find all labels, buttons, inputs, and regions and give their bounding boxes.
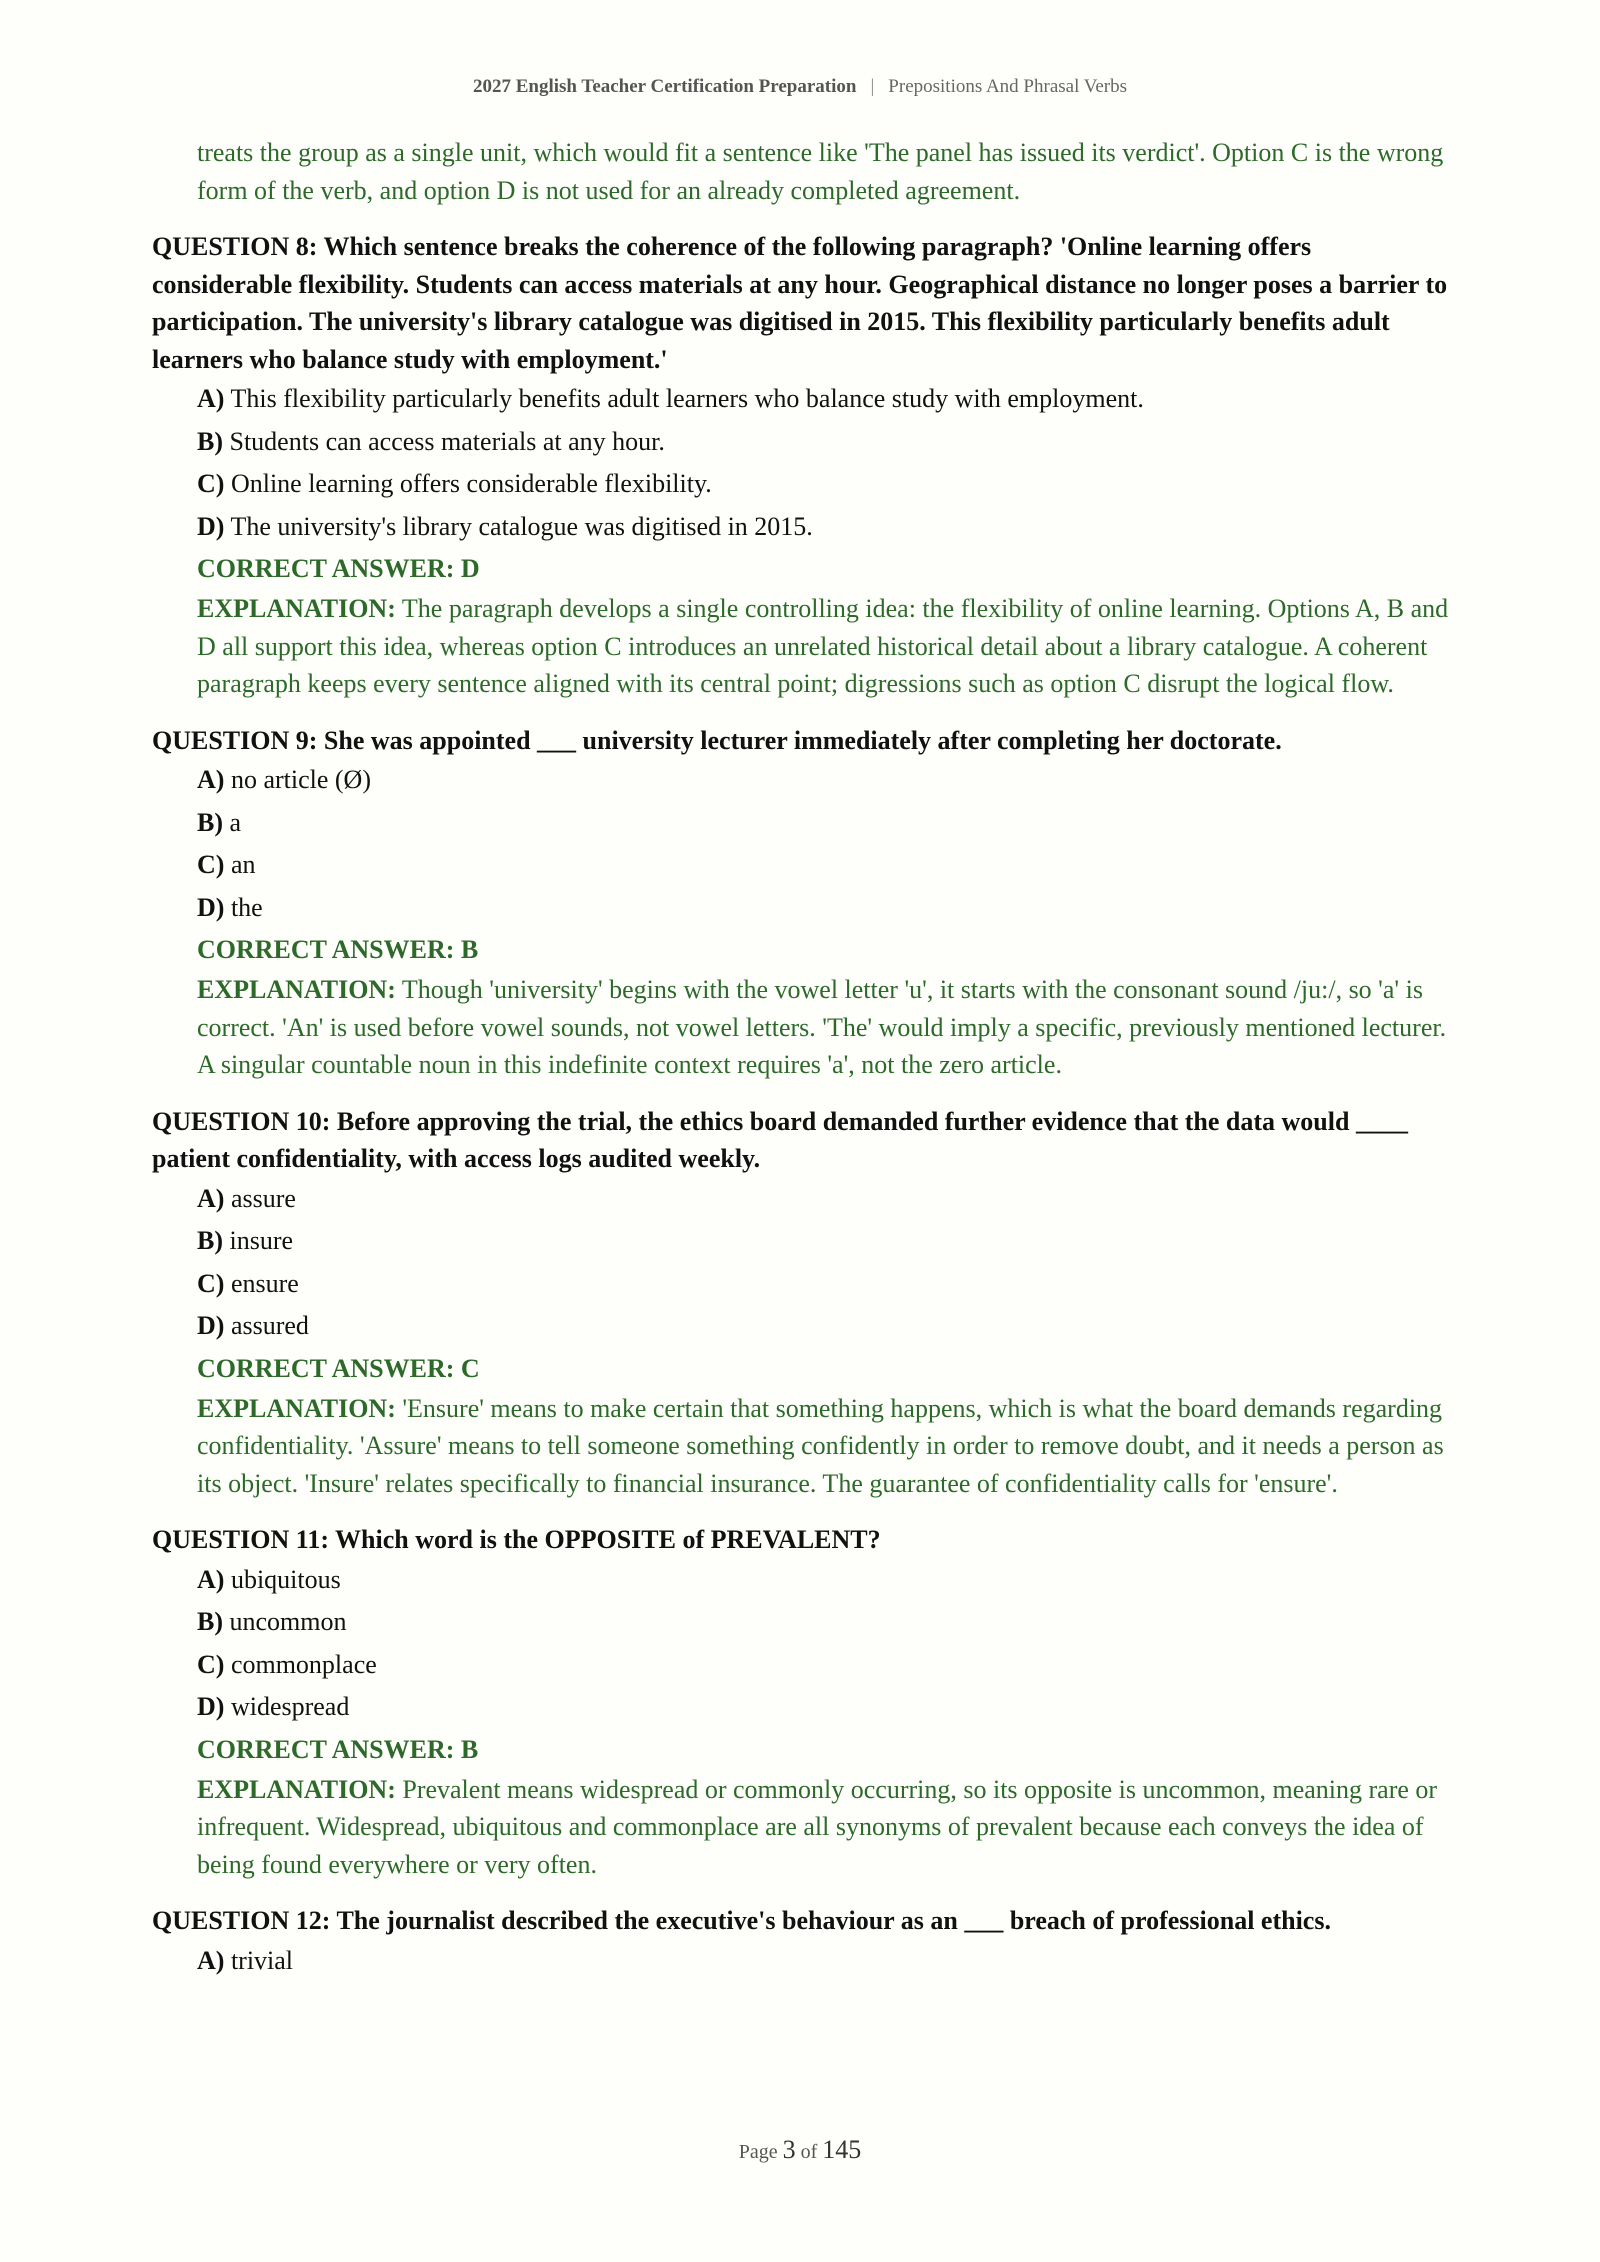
question-stem [152,1902,1452,1940]
correct-answer: CORRECT ANSWER: B [197,1734,479,1764]
option-b [197,421,1452,464]
question-text: Which sentence breaks the coherence of the following paragraph? 'Online learning offers considerable flexibility. Students can access materials at any hour. Geographical distance no longer poses a barrier to participation. The university's library catalogue was digitised in 2015. This flexibility particularly benefits adult learners who balance study with employment.' [152,232,1448,374]
option-a [197,759,1452,802]
explanation-label: EXPLANATION: [197,1774,396,1804]
option-letter: C) [197,469,225,498]
option-c [197,463,1452,506]
option-text: assured [230,1311,309,1340]
explanation [197,971,1452,1084]
question-stem [152,1521,1452,1559]
explanation-text: The paragraph develops a single controlling idea: the flexibility of online learning. Options A, B and D all support this idea, whereas option C introduces an unrelated historical detail about a library catalogue. A coherent paragraph keeps every sentence aligned with its central point; digressions such as option C disrupt the logical flow. [197,594,1449,698]
question-text: The journalist described the executive's behaviour as an ___ breach of professional ethics. [336,1906,1331,1935]
header-title: 2027 English Teacher Certification Preparation [472,76,857,97]
page-word: Page [738,2141,778,2163]
option-d [197,887,1452,930]
explanation [197,1771,1452,1884]
option-letter: C) [197,850,225,879]
question-block [152,228,1452,703]
option-letter: C) [197,1649,225,1679]
question-block [152,1902,1452,1982]
header-section: Prepositions And Phrasal Verbs [888,76,1128,97]
option-list [197,1178,1452,1348]
option-letter: A) [197,765,225,794]
option-b [197,802,1452,845]
correct-answer: CORRECT ANSWER: C [197,1353,480,1383]
option-text: This flexibility particularly benefits adult learners who balance study with employment. [230,384,1144,413]
option-c [197,1644,1452,1687]
option-text: trivial [230,1945,294,1975]
option-text: Students can access materials at any hour. [229,426,665,456]
question-text: Which word is the OPPOSITE of PREVALENT? [335,1525,881,1554]
option-b [197,1220,1452,1263]
option-text: a [229,807,242,837]
explanation-label: EXPLANATION: [197,594,396,623]
question-label: QUESTION 10: [152,1106,331,1136]
option-list [197,1559,1452,1729]
option-text: commonplace [230,1649,377,1679]
question-block [152,1103,1452,1503]
explanation [197,1390,1452,1503]
explanation [197,590,1452,703]
header-separator: | [870,76,875,97]
option-a [197,378,1452,421]
option-list [197,759,1452,929]
option-letter: B) [197,1226,223,1255]
option-c [197,1263,1452,1306]
total-pages: 145 [822,2135,862,2164]
option-text: no article (Ø) [230,765,371,794]
option-letter: D) [197,511,225,541]
option-d [197,1305,1452,1348]
option-b [197,1601,1452,1644]
option-letter: D) [197,892,225,922]
option-a [197,1559,1452,1602]
running-header [0,76,1600,98]
option-c [197,844,1452,887]
question-stem [152,722,1452,760]
question-stem [152,228,1452,378]
option-text: assure [230,1183,296,1213]
explanation-label: EXPLANATION: [197,1393,396,1423]
option-text: widespread [230,1692,350,1721]
page-footer [0,2135,1600,2165]
option-letter: B) [197,1607,223,1636]
question-block [152,1521,1452,1883]
option-text: The university's library catalogue was digitised in 2015. [230,511,813,541]
correct-answer: CORRECT ANSWER: B [197,935,479,964]
explanation-text: Though 'university' begins with the vowel letter 'u', it starts with the consonant sound /ju:/, so 'a' is correct. 'An' is used before vowel sounds, not vowel letters. 'The' would imply a specific, previously mentioned lecturer. A singular countable noun in this indefinite context requires 'a', not the zero article. [197,975,1447,1079]
option-d [197,506,1452,549]
option-letter: B) [197,426,223,456]
option-letter: D) [197,1311,225,1340]
explanation-text: Prevalent means widespread or commonly occurring, so its opposite is uncommon, meaning rare or infrequent. Widespread, ubiquitous and commonplace are all synonyms of prevalent because each conveys the idea of being found everywhere or very often. [197,1774,1438,1879]
question-block [152,722,1452,1084]
option-text: the [230,892,263,922]
option-letter: A) [197,1945,225,1975]
option-d [197,1686,1452,1729]
question-text: Before approving the trial, the ethics board demanded further evidence that the data would ____ patient confidentiality, with access logs audited weekly. [152,1106,1408,1173]
option-text: Online learning offers considerable flexibility. [230,469,712,498]
option-letter: A) [197,1183,225,1213]
question-label: QUESTION 9: [152,725,318,755]
continued-explanation: treats the group as a single unit, which would fit a sentence like 'The panel has issued its verdict'. Option C is the wrong form of the verb, and option D is not used for an already completed agreement. [197,138,1444,205]
option-list [197,378,1452,548]
option-list [197,1940,1452,1983]
option-letter: A) [197,384,225,413]
option-letter: B) [197,807,223,837]
explanation-label: EXPLANATION: [197,975,396,1004]
option-text: ubiquitous [230,1564,341,1594]
question-stem [152,1103,1452,1178]
question-label: QUESTION 11: [152,1525,329,1554]
page-content [152,134,1452,1982]
page-number: 3 [782,2135,796,2164]
question-label: QUESTION 12: [152,1906,331,1935]
of-word: of [800,2141,818,2163]
option-text: ensure [230,1268,299,1298]
correct-answer: CORRECT ANSWER: D [197,554,480,583]
option-text: uncommon [229,1607,347,1636]
explanation-text: 'Ensure' means to make certain that something happens, which is what the board demands regarding confidentiality. 'Assure' means to tell someone something confidently in order to remove doubt, and it needs a person as its object. 'Insure' relates specifically to financial insurance. The guarantee of confidentiality calls for 'ensure'. [197,1393,1444,1498]
option-a [197,1940,1452,1983]
question-text: She was appointed ___ university lecturer immediately after completing her doctorate. [323,725,1282,755]
option-letter: D) [197,1692,225,1721]
option-a [197,1178,1452,1221]
question-label: QUESTION 8: [152,232,318,261]
option-letter: C) [197,1268,225,1298]
option-text: insure [229,1226,294,1255]
option-text: an [230,850,256,879]
option-letter: A) [197,1564,225,1594]
